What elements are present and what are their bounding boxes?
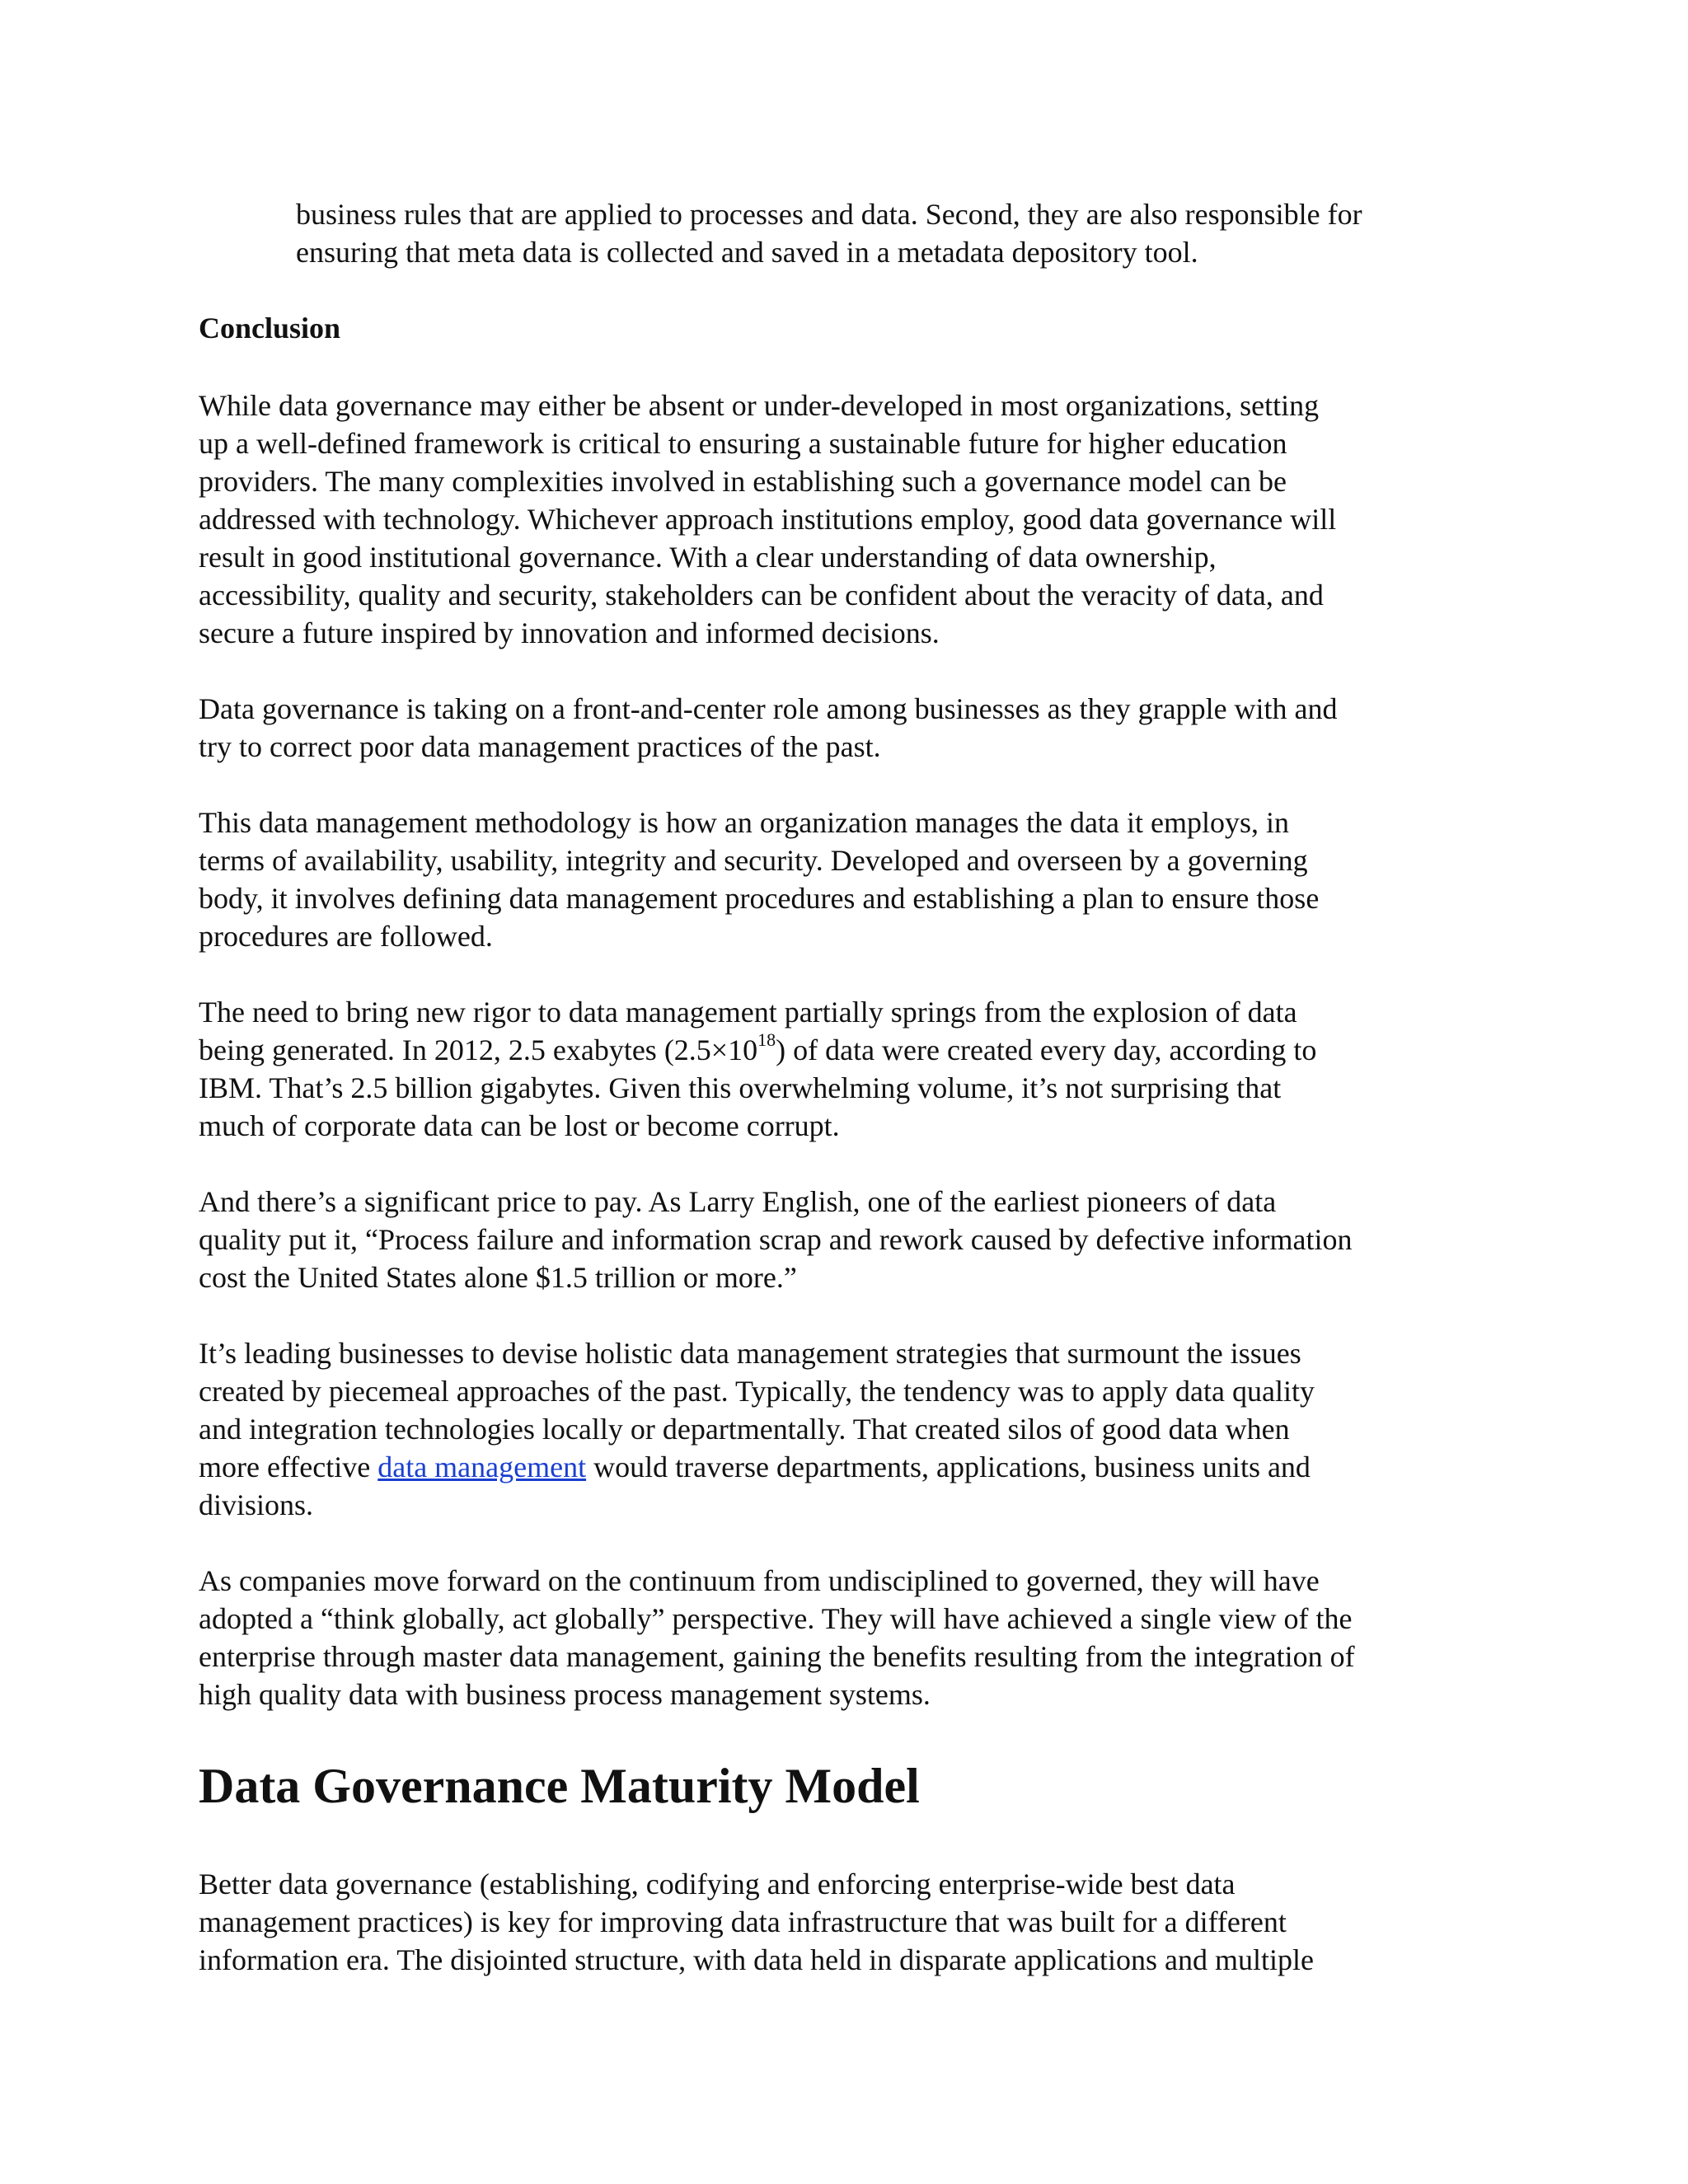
text-fragment: being generated. In 2012, 2.5 exabytes (2.5×10 <box>199 1033 758 1066</box>
text-line: body, it involves defining data management procedures and establishing a plan to ensure those <box>199 882 1320 915</box>
text-line: divisions. <box>199 1488 314 1521</box>
text-line: and integration technologies locally or departmentally. That created silos of good data when <box>199 1413 1290 1446</box>
text-line: This data management methodology is how an organization manages the data it employs, in <box>199 806 1290 839</box>
text-line: much of corporate data can be lost or become corrupt. <box>199 1109 840 1142</box>
conclusion-paragraph-2 <box>199 690 1484 766</box>
text-fragment: more effective <box>199 1451 378 1483</box>
text-line: quality put it, “Process failure and information scrap and rework caused by defective information <box>199 1223 1353 1256</box>
conclusion-paragraph-6 <box>199 1334 1484 1524</box>
text-line: cost the United States alone $1.5 trillion or more.” <box>199 1261 797 1294</box>
text-line: information era. The disjointed structure, with data held in disparate applications and multiple <box>199 1943 1314 1976</box>
text-fragment: would traverse departments, applications, business units and <box>586 1451 1311 1483</box>
text-line: While data governance may either be absent or under-developed in most organizations, setting <box>199 389 1320 422</box>
text-line: secure a future inspired by innovation and informed decisions. <box>199 616 940 649</box>
text-line: result in good institutional governance. With a clear understanding of data ownership, <box>199 541 1217 574</box>
text-line: high quality data with business process management systems. <box>199 1678 931 1711</box>
text-line: As companies move forward on the continuum from undisciplined to governed, they will have <box>199 1564 1320 1597</box>
conclusion-paragraph-5 <box>199 1183 1484 1296</box>
text-line: management practices) is key for improving data infrastructure that was built for a different <box>199 1905 1287 1938</box>
text-line: up a well-defined framework is critical to ensuring a sustainable future for higher education <box>199 427 1287 460</box>
conclusion-paragraph-7 <box>199 1562 1484 1713</box>
text-line: IBM. That’s 2.5 billion gigabytes. Given this overwhelming volume, it’s not surprising that <box>199 1071 1282 1104</box>
text-line: ensuring that meta data is collected and saved in a metadata depository tool. <box>296 236 1198 269</box>
maturity-model-paragraph-1 <box>199 1865 1484 1979</box>
text-line: procedures are followed. <box>199 920 493 953</box>
text-line: providers. The many complexities involved in establishing such a governance model can be <box>199 465 1287 498</box>
text-line: business rules that are applied to processes and data. Second, they are also responsible for <box>296 198 1362 231</box>
text-line: The need to bring new rigor to data management partially springs from the explosion of data <box>199 996 1297 1029</box>
text-line: accessibility, quality and security, stakeholders can be confident about the veracity of data, and <box>199 579 1324 612</box>
text-line: And there’s a significant price to pay. As Larry English, one of the earliest pioneers of data <box>199 1185 1277 1218</box>
data-management-link[interactable]: data management <box>377 1451 587 1483</box>
text-line-with-superscript <box>199 1031 1484 1069</box>
intro-paragraph <box>296 195 1491 271</box>
text-line: adopted a “think globally, act globally” perspective. They will have achieved a single view of the <box>199 1602 1353 1635</box>
text-line: It’s leading businesses to devise holistic data management strategies that surmount the issues <box>199 1337 1301 1370</box>
text-line: addressed with technology. Whichever approach institutions employ, good data governance will <box>199 503 1337 536</box>
text-line: Data governance is taking on a front-and-center role among businesses as they grapple with and <box>199 692 1338 725</box>
text-line: Better data governance (establishing, codifying and enforcing enterprise-wide best data <box>199 1868 1236 1900</box>
maturity-model-heading: Data Governance Maturity Model <box>199 1759 920 1813</box>
text-line-with-link <box>199 1448 1484 1486</box>
text-line: enterprise through master data management, gaining the benefits resulting from the integration of <box>199 1640 1355 1673</box>
text-fragment: ) of data were created every day, according to <box>776 1033 1317 1066</box>
conclusion-paragraph-4 <box>199 993 1484 1145</box>
text-line: created by piecemeal approaches of the past. Typically, the tendency was to apply data quality <box>199 1375 1315 1408</box>
superscript-exponent: 18 <box>757 1029 776 1050</box>
conclusion-paragraph-1 <box>199 387 1484 652</box>
text-line: terms of availability, usability, integrity and security. Developed and overseen by a governing <box>199 844 1308 877</box>
text-line: try to correct poor data management practices of the past. <box>199 730 881 763</box>
conclusion-heading: Conclusion <box>199 312 341 344</box>
conclusion-paragraph-3 <box>199 804 1484 955</box>
